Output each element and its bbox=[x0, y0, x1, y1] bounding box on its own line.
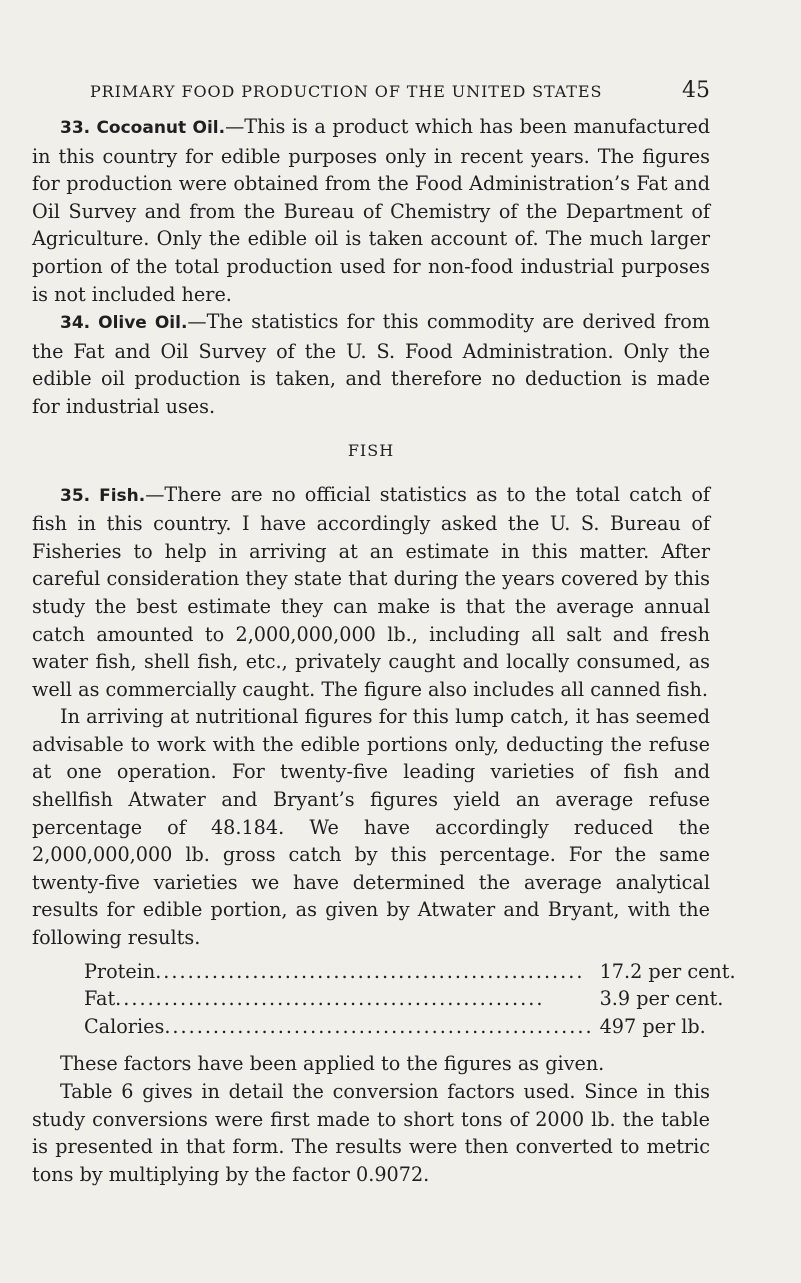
heading-fish: 35. Fish. bbox=[60, 485, 146, 506]
section-title-fish: FISH bbox=[347, 440, 395, 460]
factor-value: 17.2 per cent. bbox=[599, 959, 736, 983]
paragraph-factors-applied: These factors have been applied to the figures as given. bbox=[60, 1052, 605, 1076]
book-page bbox=[32, 78, 736, 1188]
page-number: 45 bbox=[682, 78, 710, 103]
heading-cocoanut-oil: 33. Cocoanut Oil. bbox=[60, 118, 226, 138]
paragraph-fish bbox=[32, 481, 710, 704]
running-head bbox=[90, 78, 710, 103]
paragraph-cocoanut-oil bbox=[32, 113, 710, 308]
factor-row-protein bbox=[84, 958, 736, 986]
body-text bbox=[32, 113, 736, 1188]
paragraph-table-6: Table 6 gives in detail the conversion factors used. Since in this study conversions were first made to short tons of 2000 lb. the table is presented in that form. The results were then converted to metric tons by multiplying by the factor 0.9072. bbox=[32, 1080, 710, 1186]
nutrition-factors-table bbox=[84, 958, 736, 1041]
text-cocoanut-oil: —This is a product which has been manufactured in this country for edible purposes only in recent years. The figures for production were obtained from the Food Administration’s Fat and Oil Survey and from the Bureau of Chemistry of the Department of Agriculture. Only the edible oil is taken account of. The much larger portion of the total production used for non-food industrial purposes is not included here. bbox=[32, 115, 711, 306]
text-fish: —There are no official statistics as to the total catch of fish in this country. I have accordingly asked the U. S. Bureau of Fisheries to help in arriving at an estimate in this matter. After careful consideration they state that during the years covered by this study the best estimate they can make is that the average annual catch amounted to 2,000,000,000 lb., including all salt and fresh water fish, shell fish, etc., privately caught and locally consumed, as well as commercially caught. The figure also includes all canned fish. bbox=[32, 482, 710, 701]
text-olive-oil: —The statistics for this commodity are derived from the Fat and Oil Survey of the U. S. Food Administration. Only the edible oil production is taken, and therefore no deduction is made for industrial uses. bbox=[32, 310, 710, 418]
running-title: PRIMARY FOOD PRODUCTION OF THE UNITED STATES bbox=[90, 82, 603, 101]
leader-dots: ..................................................... bbox=[164, 1014, 594, 1038]
factor-label: Calories bbox=[84, 1014, 165, 1038]
paragraph-nutrition: In arriving at nutritional figures for this lump catch, it has seemed advisable to work with the edible portions only, deducting the refuse at one operation. For twenty-five leading varieties of fish and shellfish Atwater and Bryant’s figures yield an average refuse percentage of 48.184. We have accordingly reduced the 2,000,000,000 lb. gross catch by this percentage. For the same twenty-five varieties we have determined the average analytical results for edible portion, as given by Atwater and Bryant, with the following results. bbox=[32, 705, 710, 950]
leader-dots: ..................................................... bbox=[115, 987, 545, 1011]
factor-value: 497 per lb. bbox=[599, 1014, 706, 1038]
factor-label: Fat bbox=[84, 987, 116, 1011]
factor-row-calories bbox=[84, 1013, 736, 1041]
factor-label: Protein bbox=[84, 959, 156, 983]
heading-olive-oil: 34. Olive Oil. bbox=[60, 313, 188, 334]
factor-value: 3.9 per cent. bbox=[599, 987, 724, 1011]
paragraph-olive-oil bbox=[32, 308, 710, 420]
leader-dots: ..................................................... bbox=[155, 959, 585, 983]
factor-row-fat bbox=[84, 985, 736, 1013]
